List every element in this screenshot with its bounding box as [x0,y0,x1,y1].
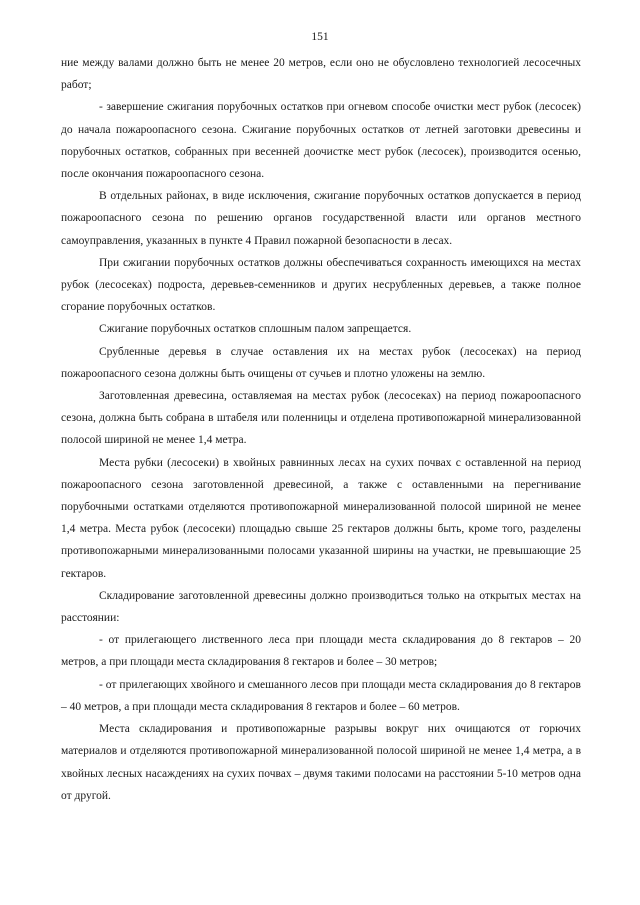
paragraph-felled-trees: Срубленные деревья в случае оставления их на местах рубок (лесосеках) на период пожароопасного сезона должны быть очищены от сучьев и плотно уложены на землю. [61,345,581,380]
paragraph-deciduous-distance: - от прилегающего лиственного леса при площади места складирования до 8 гектаров – 20 метров, а при площади места складирования 8 гектаров и более – 30 метров; [61,634,581,669]
paragraph-storage: Складирование заготовленной древесины должно производиться только на открытых местах на расстоянии: [61,589,581,625]
paragraph-preservation: При сжигании порубочных остатков должны обеспечиваться сохранность имеющихся на местах рубок (лесосеках) подроста, деревьев-семенников и других несрубленных деревьев, а также полное сгорание порубочных остатков. [61,256,581,314]
paragraph-prohibition: Сжигание порубочных остатков сплошным палом запрещается. [99,323,412,336]
paragraph-harvested-wood: Заготовленная древесина, оставляемая на местах рубок (лесосеках) на период пожароопасного сезона, должна быть собрана в штабеля или поленницы и отделена противопожарной минерализованной полосой шириной не менее 1,4 метра. [61,390,581,447]
paragraph-coniferous-distance: - от прилегающих хвойного и смешанного лесов при площади места складирования до 8 гектаров – 40 метров, а при площади места складирования 8 гектаров и более – 60 метров. [61,678,581,713]
paragraph-burning-completion: - завершение сжигания порубочных остатков при огневом способе очистки мест рубок (лесосек) до начала пожароопасного сезона. Сжигание порубочных остатков от летней заготовки древесины и порубочных остатков, собранных при весенней доочистке мест рубок (лесосек), производится осенью, после окончания пожароопасного сезона. [61,101,581,181]
text-body [61,52,581,807]
paragraph-continuation: ние между валами должно быть не менее 20 метров, если оно не обусловлено технологией лесосечных работ; [61,57,581,92]
page-number: 151 [311,31,329,43]
paragraph-exception: В отдельных районах, в виде исключения, сжигание порубочных остатков допускается в период пожароопасного сезона по решению органов государственной власти или органов местного самоуправления, указанных в пункте 4 Правил пожарной безопасности в лесах. [61,190,581,247]
paragraph-coniferous-sites: Места рубки (лесосеки) в хвойных равнинных лесах на сухих почвах с оставленной на период пожароопасного сезона заготовленной древесиной, а также с оставленными на перегнивание порубочными остатками отделяются противопожарной минерализованной полосой шириной не менее 1,4 метра. Места рубок (лесосеки) площадью свыше 25 гектаров должны быть, кроме того, разделены противопожарными минерализованными полосами указанной ширины на участки, не превышающие 25 гектаров. [61,456,581,580]
paragraph-firebreaks: Места складирования и противопожарные разрывы вокруг них очищаются от горючих материалов и отделяются противопожарной минерализованной полосой шириной не менее 1,4 метра, а в хвойных лесных насаждениях на сухих почвах – двумя такими полосами на расстоянии 5-10 метров одна от другой. [61,723,581,802]
